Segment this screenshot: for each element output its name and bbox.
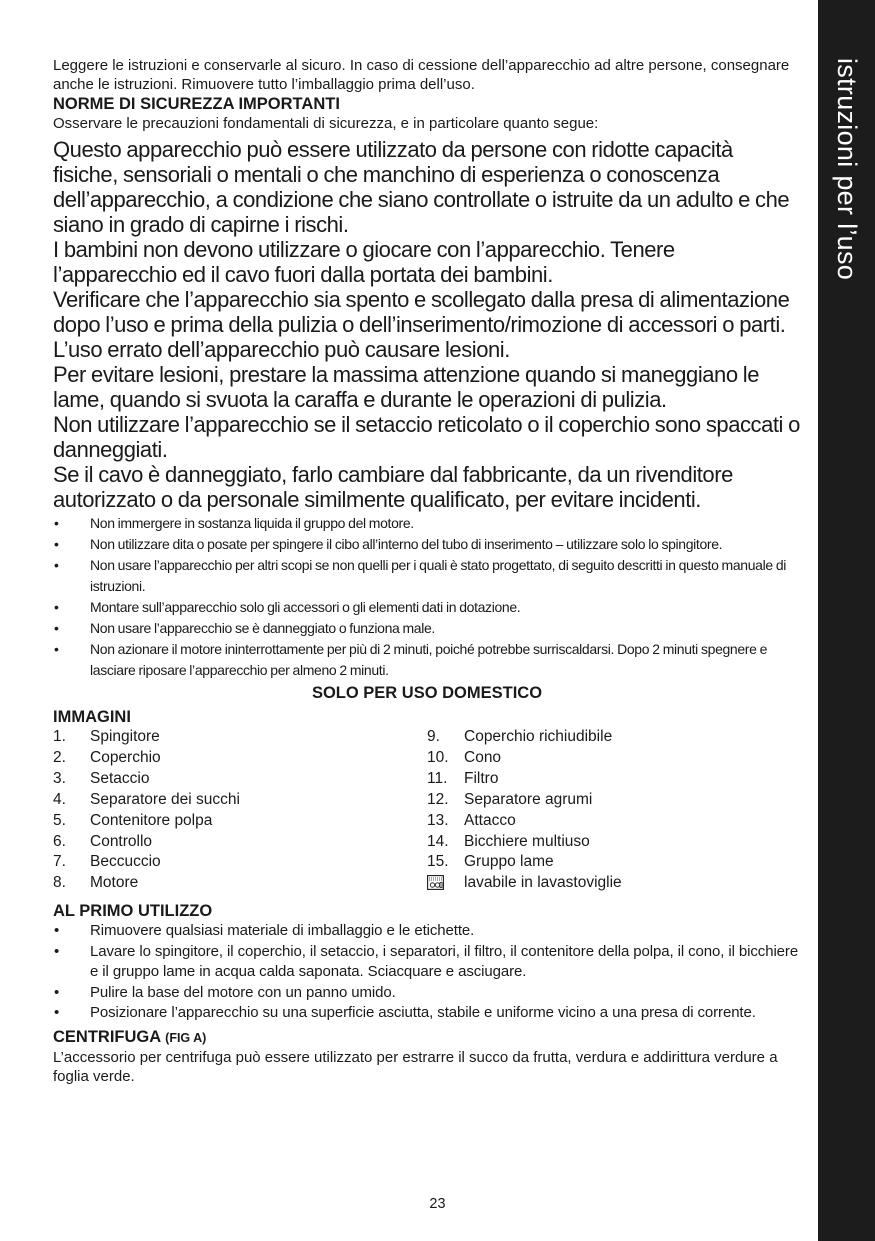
dishwasher-icon (427, 875, 444, 890)
item-label: Contenitore polpa (90, 811, 213, 829)
sidebar-title: istruzioni per l’uso (832, 58, 862, 281)
list-item (53, 811, 427, 832)
list-item: • Pulire la base del motore con un panno umido. (53, 983, 801, 1004)
item-number: 13. (427, 811, 449, 829)
list-item (427, 790, 801, 811)
list-item: • Non usare l’apparecchio se è danneggiato o funziona male. (53, 618, 801, 639)
item-label: Beccuccio (90, 853, 161, 871)
dishwasher-label: lavabile in lavastoviglie (464, 874, 622, 892)
page-number: 23 (429, 1196, 446, 1212)
sidebar-tab (818, 0, 875, 1241)
item-label: Spingitore (90, 728, 160, 745)
item-label: Cono (464, 748, 502, 766)
list-item: • Non azionare il motore ininterrottamente per più di 2 minuti, poiché potrebbe surriscaldarsi. Dopo 2 minuti spegnere e lasciare riposare l’apparecchio per almeno 2 minuti. (53, 639, 801, 681)
item-number: 10. (427, 748, 449, 766)
list-item: • Lavare lo spingitore, il coperchio, il setaccio, i separatori, il filtro, il contenitore della polpa, il cono, il bicchiere e il gruppo lame in acqua calda saponata. Sciacquare e asciugare. (53, 942, 801, 983)
list-item (427, 852, 801, 873)
list-item: • Non utilizzare dita o posate per spingere il cibo all’interno del tubo di inserimento – utilizzare solo lo spingitore. (53, 534, 801, 555)
list-item (427, 873, 801, 894)
item-number: 5. (53, 811, 66, 829)
list-item (53, 727, 427, 748)
item-label: Controllo (90, 832, 153, 850)
list-item: • Non usare l’apparecchio per altri scopi se non quelli per i quali è stato progettato, di seguito descritti in questo manuale di istruzioni. (53, 555, 801, 597)
item-label: Attacco (464, 811, 516, 829)
safety-paragraphs (53, 137, 801, 512)
safety-paragraph: Se il cavo è danneggiato, farlo cambiare dal fabbricante, da un rivenditore autorizzato o da personale similmente qualificato, per evitare incidenti. (53, 462, 733, 512)
item-number: 1. (53, 728, 66, 745)
intro-text: Leggere le istruzioni e conservarle al sicuro. In caso di cessione dell’apparecchio ad altre persone, consegnare anche le istruzioni. Rimuovere tutto l’imballaggio prima dell’uso. (53, 57, 790, 93)
safety-paragraph: Verificare che l’apparecchio sia spento e scollegato dalla presa di alimentazione dopo l’uso e prima della pulizia o dell’inserimento/rimozione di accessori o parti. (53, 287, 790, 337)
parts-column-right (427, 727, 801, 894)
safety-paragraph: L’uso errato dell’apparecchio può causare lesioni. (53, 337, 510, 362)
centrifuga-heading (53, 1027, 801, 1048)
safety-paragraph: Per evitare lesioni, prestare la massima attenzione quando si maneggiano le lame, quando si svuota la caraffa e durante le operazioni di pulizia. (53, 362, 760, 412)
list-item (53, 873, 427, 894)
dishwasher-icon-cell (427, 873, 464, 894)
item-number: 4. (53, 790, 66, 808)
images-heading: IMMAGINI (53, 708, 131, 726)
first-use-heading: AL PRIMO UTILIZZO (53, 902, 213, 921)
safety-heading: NORME DI SICUREZZA IMPORTANTI (53, 95, 340, 113)
item-number: 7. (53, 853, 66, 871)
list-item: • Posizionare l’apparecchio su una superficie asciutta, stabile e uniforme vicino a una presa di corrente. (53, 1003, 801, 1024)
safety-paragraph: I bambini non devono utilizzare o giocare con l’apparecchio. Tenere l’apparecchio ed il cavo fuori dalla portata dei bambini. (53, 237, 675, 287)
parts-column-left (53, 727, 427, 894)
list-item (427, 727, 801, 748)
list-item (53, 769, 427, 790)
list-item (53, 790, 427, 811)
item-label: Bicchiere multiuso (464, 832, 590, 850)
item-number: 9. (427, 728, 440, 745)
item-label: Gruppo lame (464, 853, 554, 871)
item-number: 14. (427, 832, 449, 850)
list-item (427, 811, 801, 832)
list-item (53, 832, 427, 853)
list-item (53, 748, 427, 769)
safety-bullet-list (53, 513, 801, 681)
item-number: 8. (53, 874, 66, 892)
item-number: 11. (427, 769, 448, 787)
safety-lead: Osservare le precauzioni fondamentali di sicurezza, e in particolare quanto segue: (53, 115, 599, 132)
item-label: Motore (90, 874, 139, 892)
item-number: 12. (427, 790, 449, 808)
centrifuga-title: CENTRIFUGA (53, 1027, 161, 1046)
item-number: 6. (53, 832, 66, 850)
item-label: Filtro (464, 769, 499, 787)
list-item (427, 748, 801, 769)
safety-paragraph: Non utilizzare l’apparecchio se il setaccio reticolato o il coperchio sono spaccati o danneggiati. (53, 412, 800, 462)
list-item (427, 769, 801, 790)
list-item: • Montare sull’apparecchio solo gli accessori o gli elementi dati in dotazione. (53, 597, 801, 618)
item-label: Setaccio (90, 769, 150, 787)
list-item (427, 832, 801, 853)
parts-list (53, 727, 801, 894)
item-number: 2. (53, 748, 66, 766)
domestic-use-heading: SOLO PER USO DOMESTICO (311, 684, 543, 702)
item-label: Separatore dei succhi (90, 790, 240, 808)
item-number: 3. (53, 769, 66, 787)
safety-paragraph: Questo apparecchio può essere utilizzato da persone con ridotte capacità fisiche, sensoriali o mentali o che manchino di esperienza o conoscenza dell’apparecchio, a condizione che siano controllate o istruite da un adulto e che siano in grado di capirne i rischi. (53, 137, 790, 237)
page-content (53, 56, 801, 1086)
item-label: Coperchio (90, 748, 161, 766)
item-label: Coperchio richiudibile (464, 728, 613, 745)
first-use-bullet-list (53, 921, 801, 1024)
item-label: Separatore agrumi (464, 790, 593, 808)
list-item: • Non immergere in sostanza liquida il gruppo del motore. (53, 513, 801, 534)
centrifuga-text: L’accessorio per centrifuga può essere utilizzato per estrarre il succo da frutta, verdura e addirittura verdure a foglia verde. (53, 1048, 778, 1085)
list-item (53, 852, 427, 873)
item-number: 15. (427, 853, 449, 871)
figure-reference: (FIG A) (165, 1030, 207, 1045)
list-item: • Rimuovere qualsiasi materiale di imballaggio e le etichette. (53, 921, 801, 942)
